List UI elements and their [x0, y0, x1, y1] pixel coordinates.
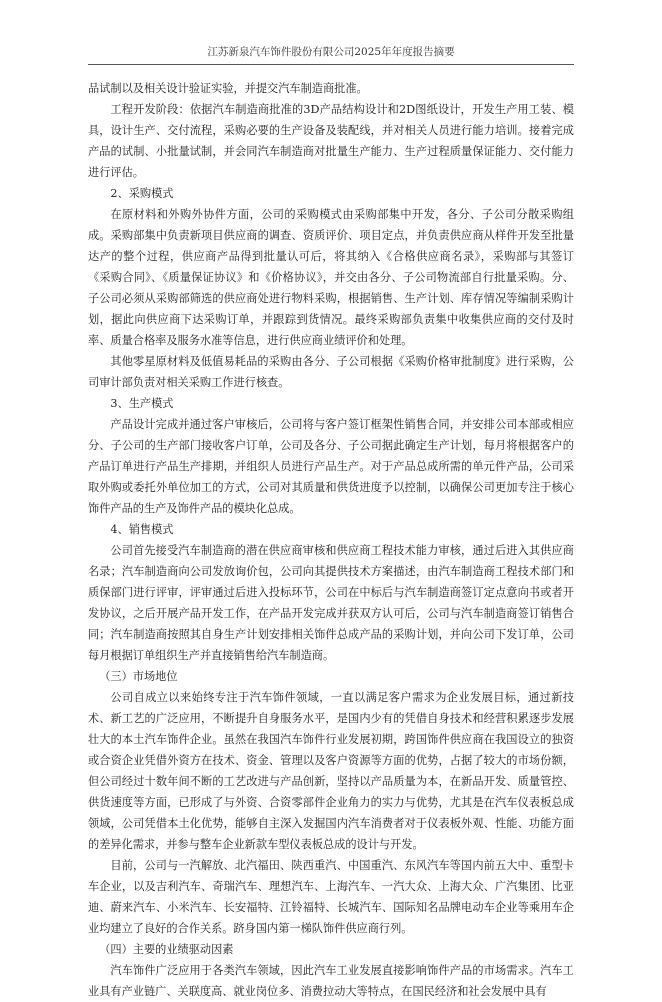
- subsection-heading: 2、采购模式: [110, 187, 174, 200]
- report-body: [88, 78, 574, 1002]
- paragraph: 公司首先接受汽车制造商的潜在供应商审核和供应商工程技术能力审核，通过后进入其供应商名录；汽车制造商向公司发放询价包，公司向其提供技术方案描述，由汽车制造商工程技术部门和质保部门进行评审，评审通过后进入投标环节，公司在中标后与汽车制造商签订定点意向书或者开发协议，之后开展产品开发工作，在产品开发完成并获双方认可后，公司与汽车制造商签订销售合同；汽车制造商按照其自身生产计划安排相关饰件总成产品的采购计划，并向公司下发订单，公司每月根据订单组织生产并直接销售给汽车制造商。: [88, 544, 574, 662]
- paragraph: 产品设计完成并通过客户审核后，公司将与客户签订框架性销售合同，并安排公司本部或相应分、子公司的生产部门接收客户订单，公司及各分、子公司据此确定生产计划，每月将根据客户的产品订单进行产品生产排期，并组织人员进行产品生产。对于产品总成所需的单元件产品，公司采取外购或委托外单位加工的方式，公司对其质量和供货进度予以控制，以确保公司更加专注于核心饰件产品的生产及饰件产品的模块化总成。: [88, 418, 574, 515]
- paragraph: 品试制以及相关设计验证实验，并提交汽车制造商批准。: [88, 82, 368, 95]
- paragraph: 其他零星原材料及低值易耗品的采购由各分、子公司根据《采购价格审批制度》进行采购，公司审计部负责对相关采购工作进行核查。: [88, 355, 574, 389]
- paragraph: 在原材料和外购外协件方面，公司的采购模式由采购部集中开发，各分、子公司分散采购组成。采购部集中负责新项目供应商的调查、资质评价、项目定点，并负责供应商从样件开发至批量达产的整个过程，供应商产品得到批量认可后，将其纳入《合格供应商名录》，采购部与其签订《采购合同》、《质量保证协议》和《价格协议》，并交由各分、子公司物流部自行批量采购。分、子公司必须从采购部筛选的供应商处进行物料采购，根据销售、生产计划、库存情况等编制采购计划，据此向供应商下达采购订单，并跟踪到货情况。最终采购部负责集中收集供应商的交付及时率、质量合格率及服务水准等信息，进行供应商业绩评价和处理。: [88, 208, 574, 347]
- paragraph: 汽车饰件广泛应用于各类汽车领域，因此汽车工业发展直接影响饰件产品的市场需求。汽车工业具有产业链广、关联度高、就业岗位多、消费拉动大等特点，在国民经济和社会发展中具有: [88, 964, 574, 998]
- section-heading: （三）市场地位: [99, 670, 178, 683]
- section-heading: （四）主要的业绩驱动因素: [99, 943, 234, 956]
- paragraph: 工程开发阶段：依据汽车制造商批准的3D产品结构设计和2D图纸设计，开发生产用工装、模具，设计生产、交付流程，采购必要的生产设备及装配线，并对相关人员进行能力培训。接着完成产品的试制、小批量试制，并会同汽车制造商对批量生产能力、生产过程质量保证能力、交付能力进行评估。: [88, 103, 574, 179]
- subsection-heading: 3、生产模式: [110, 397, 174, 410]
- subsection-heading: 4、销售模式: [110, 523, 174, 536]
- paragraph: 目前，公司与一汽解放、北汽福田、陕西重汽、中国重汽、东风汽车等国内前五大中、重型卡车企业，以及吉利汽车、奇瑞汽车、理想汽车、上海汽车、一汽大众、上海大众、广汽集团、比亚迪、蔚来汽车、小米汽车、长安福特、江铃福特、长城汽车、国际知名品牌电动车企业等乘用车企业均建立了良好的合作关系。跻身国内第一梯队饰件供应商行列。: [88, 859, 574, 935]
- paragraph: 公司自成立以来始终专注于汽车饰件领域，一直以满足客户需求为企业发展目标，通过新技术、新工艺的广泛应用，不断提升自身服务水平，是国内少有的凭借自身技术和经营积累逐步发展壮大的本土汽车饰件企业。虽然在我国汽车饰件行业发展初期，跨国饰件供应商在我国设立的独资或合资企业凭借外资方在技术、资金、管理以及客户资源等方面的优势，占据了较大的市场份额，但公司经过十数年间不断的工艺改进与产品创新，坚持以产品质量为本，在新品开发、质量管控、供货速度等方面，已形成了与外资、合资零部件企业角力的实力与优势，尤其是在汽车仪表板总成领域，公司凭借本土化优势，能够自主深入发掘国内汽车消费者对于仪表板外观、性能、功能方面的差异化需求，并参与整车企业新款车型仪表板总成的设计与开发。: [88, 691, 574, 851]
- report-header: 江苏新泉汽车饰件股份有限公司2025年年度报告摘要: [88, 44, 574, 65]
